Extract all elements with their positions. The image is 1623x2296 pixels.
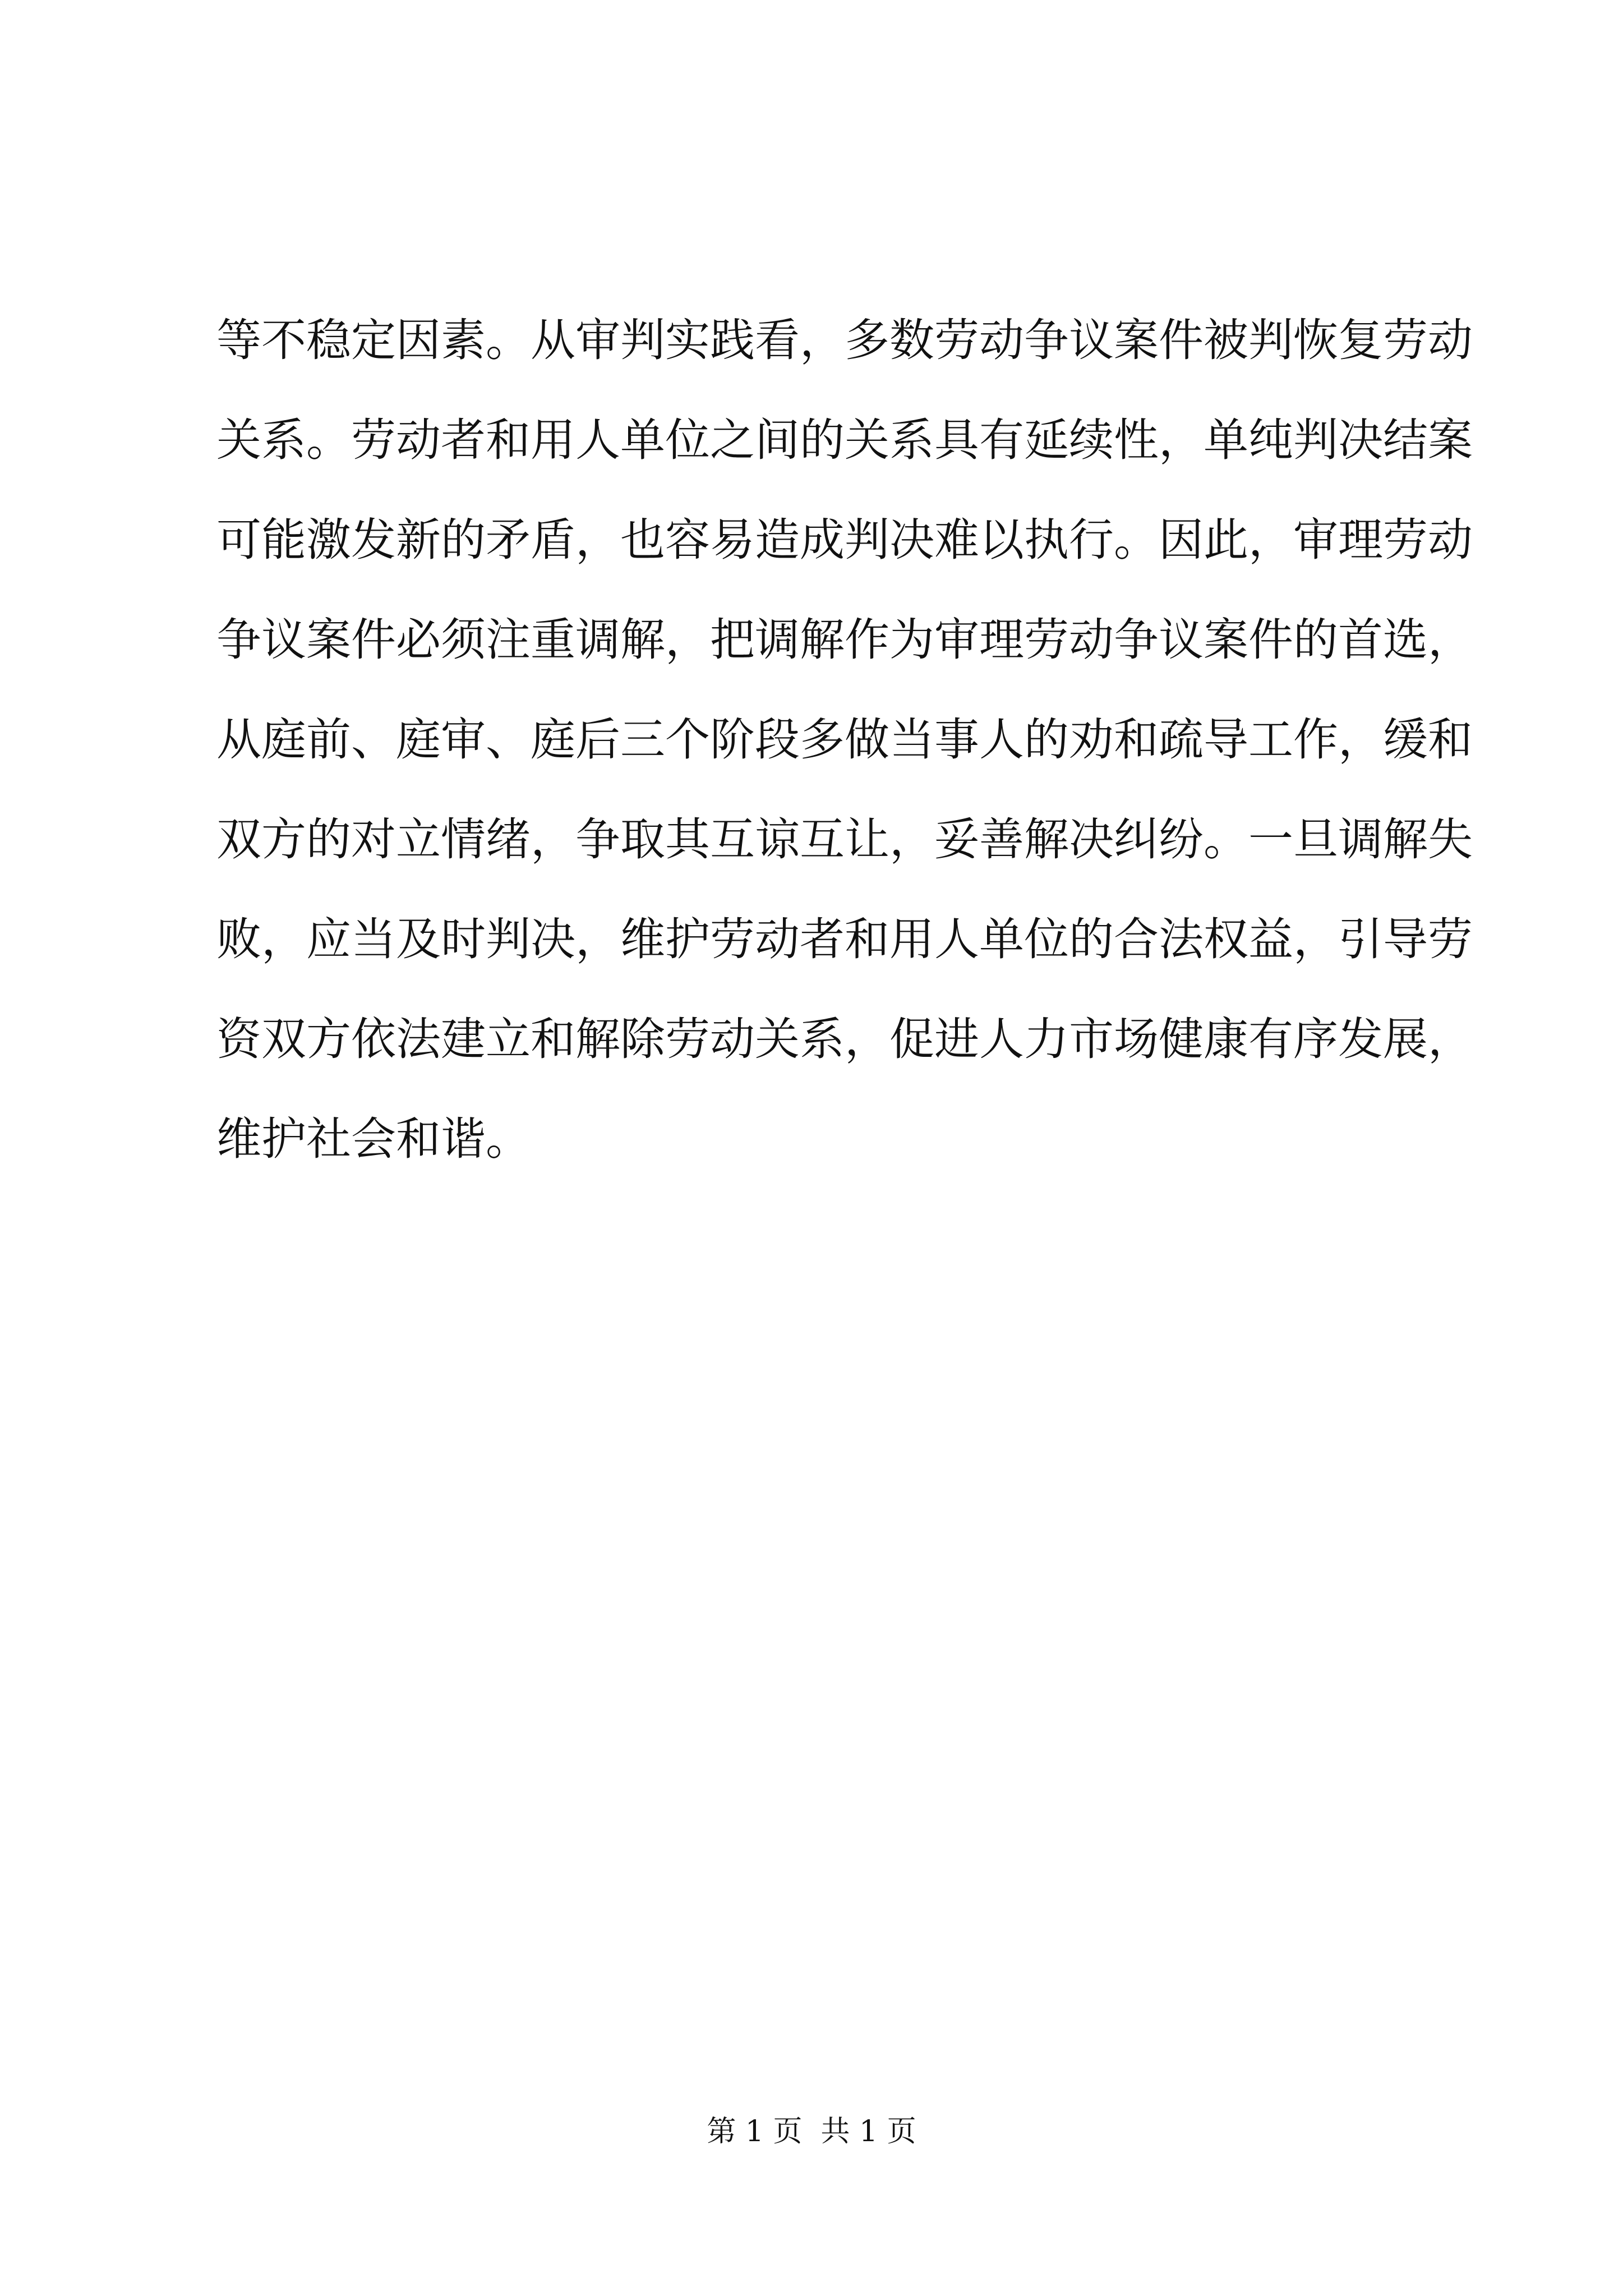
paragraph-line: 等不稳定因素。从审判实践看，多数劳动争议案件被判恢复劳动 [216,314,1473,366]
paragraph-line: 败，应当及时判决，维护劳动者和用人单位的合法权益，引导劳 [216,913,1473,965]
paragraph-line: 可能激发新的矛盾，也容易造成判决难以执行。因此，审理劳动 [216,514,1473,566]
page-footer: 第 1 页 共 1 页 [707,2115,916,2148]
paragraph-line: 维护社会和谐。 [216,1113,531,1165]
paragraph-line: 争议案件必须注重调解，把调解作为审理劳动争议案件的首选， [216,614,1473,666]
paragraph-line: 双方的对立情绪，争取其互谅互让，妥善解决纠纷。一旦调解失 [216,813,1473,866]
paragraph-line: 资双方依法建立和解除劳动关系，促进人力市场健康有序发展， [216,1013,1473,1065]
paragraph-line: 从庭前、庭审、庭后三个阶段多做当事人的劝和疏导工作，缓和 [216,714,1473,766]
paragraph-line: 关系。劳动者和用人单位之间的关系具有延续性，单纯判决结案 [216,414,1473,466]
body-paragraph [216,291,1473,1189]
